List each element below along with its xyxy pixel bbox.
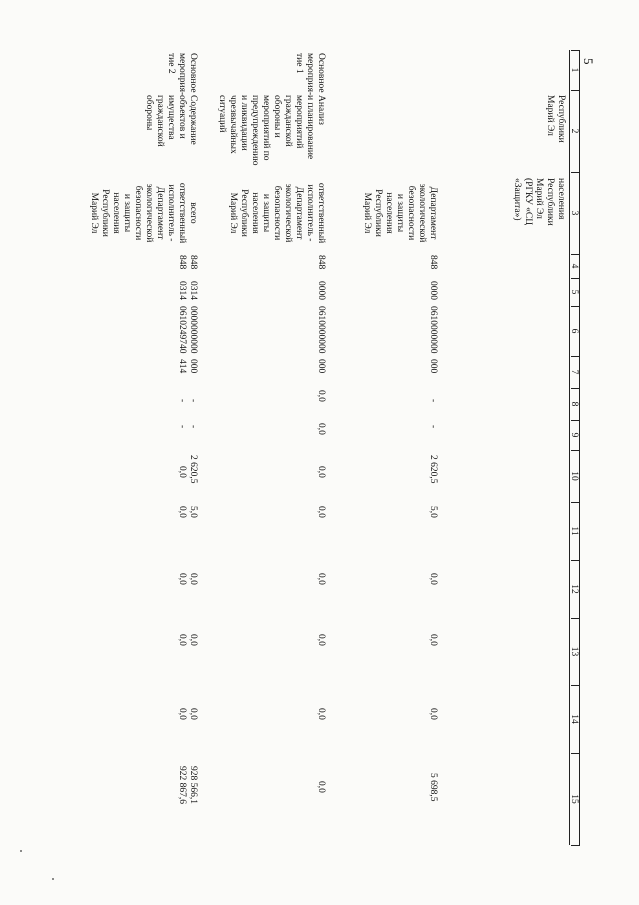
row2-c13: 0,0 — [316, 634, 326, 646]
row3b-c7: 414 — [177, 359, 187, 374]
header-col-5: 5 — [569, 289, 579, 295]
row1-c11: 5,0 — [428, 506, 438, 518]
header-col-10: 10 — [569, 471, 579, 481]
row3b-c12: 0,0 — [177, 573, 187, 585]
header-col-3: 3 — [569, 210, 579, 216]
row1-c7: 000 — [428, 359, 438, 374]
header-col-2: 2 — [569, 128, 579, 134]
row3b-c11: 0,0 — [177, 506, 187, 518]
row3b-c15: 922 867,6 — [177, 766, 187, 804]
row3b-c10: 0,0 — [177, 466, 187, 478]
row1-c5: 0000 — [428, 281, 438, 300]
header-col-15: 15 — [569, 794, 579, 804]
row1-col3: Департамент экологической безопасности и защиты населения Республики Марий Эл — [362, 183, 438, 243]
row3b-c14: 0,0 — [177, 708, 187, 720]
row3-col3-responsible: ответственный исполнитель - Департамент экологической безопасности и защиты населения Республики Марий Эл — [89, 182, 187, 244]
budget-table — [89, 50, 580, 845]
row2-c12: 0,0 — [316, 573, 326, 585]
row3b-c5: 0314 — [177, 281, 187, 300]
row1-c12: 0,0 — [428, 573, 438, 585]
row2-c10: 0,0 — [316, 466, 326, 478]
block0-col2: Республики Марий Эл — [545, 95, 566, 143]
row2-c7: 000 — [316, 359, 326, 374]
row3b-c9: - — [177, 425, 187, 429]
row3a-c6: 0000000000 — [188, 306, 198, 354]
header-col-6: 6 — [569, 328, 579, 334]
row1-c6: 0610000000 — [428, 306, 438, 354]
header-col-12: 12 — [569, 584, 579, 594]
row3a-c12: 0,0 — [188, 573, 198, 585]
row2-c15: 0,0 — [316, 781, 326, 793]
row3-col1: Основное мероприя- тие 2 — [166, 53, 198, 96]
header-col-7: 7 — [569, 369, 579, 375]
header-column-divider — [571, 845, 580, 846]
scan-speck — [20, 850, 22, 852]
row2-c14: 0,0 — [316, 708, 326, 720]
page-number: 5 — [581, 58, 596, 65]
header-col-14: 14 — [569, 714, 579, 724]
row1-c14: 0,0 — [428, 708, 438, 720]
row2-c4: 848 — [316, 255, 326, 270]
scan-speck — [52, 878, 54, 880]
header-col-11: 11 — [569, 526, 579, 536]
row2-c11: 0,0 — [316, 506, 326, 518]
row3a-c9: - — [188, 425, 198, 429]
row1-c13: 0,0 — [428, 634, 438, 646]
row3b-c4: 848 — [177, 255, 187, 270]
row3a-c14: 0,0 — [188, 708, 198, 720]
row3a-c11: 5,0 — [188, 506, 198, 518]
block0-col3: населения Республики Марий Эл (РГКУ «СЦ «Защита») — [512, 178, 566, 226]
row2-col2: Анализ и планирование мероприятий гражданской обороны и мероприятий по предупреждению и ликвидации чрезвычайных ситуаций — [217, 95, 326, 166]
row3a-c8: - — [188, 399, 198, 403]
row3b-c8: - — [177, 399, 187, 403]
header-col-4: 4 — [569, 263, 579, 269]
row1-c9: - — [428, 425, 438, 429]
row2-c9: 0,0 — [316, 423, 326, 435]
row3a-c13: 0,0 — [188, 634, 198, 646]
row3-col2: Содержание объектов и имущества гражданской обороны — [144, 95, 198, 147]
row2-c6: 0610000000 — [316, 306, 326, 354]
row2-col3: ответственный исполнитель - Департамент экологической безопасности и защиты населения Республики Марий Эл — [228, 182, 326, 244]
row3-col3-total: всего — [188, 202, 198, 224]
row2-c5: 0000 — [316, 281, 326, 300]
header-col-13: 13 — [569, 646, 579, 657]
row1-c8: - — [428, 399, 438, 403]
row3b-c6: 0610249740 — [177, 306, 187, 354]
row3a-c15: 928 566,1 — [188, 766, 198, 804]
header-col-9: 9 — [569, 432, 579, 438]
row3a-c5: 0314 — [188, 281, 198, 300]
row2-c8: 0,0 — [316, 390, 326, 402]
row1-c10: 2 620,5 — [428, 455, 438, 484]
row3a-c7: 000 — [188, 359, 198, 374]
row1-c4: 848 — [428, 255, 438, 270]
row3b-c13: 0,0 — [177, 634, 187, 646]
row3a-c10: 2 620,5 — [188, 455, 198, 484]
row2-col1: Основное мероприя- тие 1 — [294, 53, 326, 96]
header-col-8: 8 — [569, 401, 579, 407]
header-col-1: 1 — [569, 67, 579, 73]
row1-c15: 5 698,5 — [428, 773, 438, 802]
row3a-c4: 848 — [188, 255, 198, 270]
